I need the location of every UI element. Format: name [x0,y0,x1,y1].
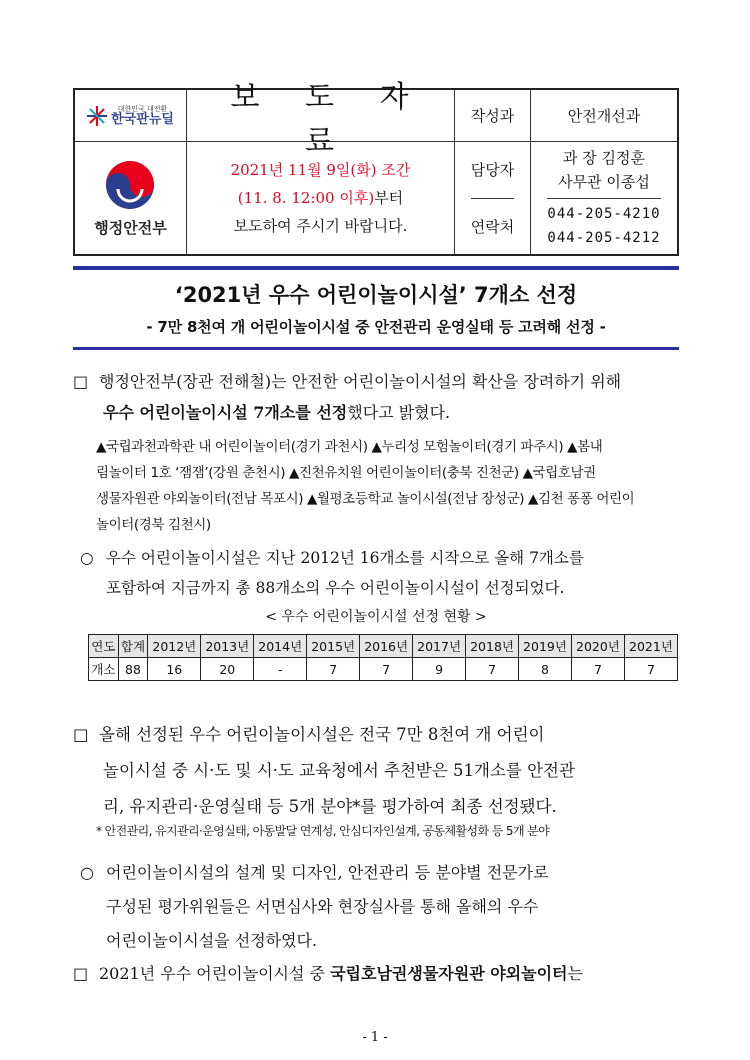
table-header-cell: 2014년 [254,635,307,658]
ministry-logo-cell [75,142,187,254]
circle-bullet: ○ [80,549,94,567]
table-cell: 8 [519,658,572,681]
square-bullet: □ [73,725,89,744]
table-cell: 7 [571,658,624,681]
value-column [531,142,677,254]
phone-numbers [547,202,660,250]
paragraph-3-start: 2021년 우수 어린이놀이시설 중 [99,964,331,983]
dept-label: 작성과 [455,90,531,142]
phone-1: 044-205-4210 [547,206,661,222]
korean-new-deal-logo [87,106,174,126]
paragraph-2-line-2: 놀이시설 중 시·도 및 시·도 교육청에서 추천받은 51개소를 안전관 [103,761,575,780]
table-header-cell: 2012년 [148,635,201,658]
square-bullet: □ [73,964,89,983]
circle-item-2-line-2: 구성된 평가위원들은 서면심사와 현장실사를 통해 올해의 우수 [106,897,539,916]
embargo-time: (11. 8. 12:00 이후) [237,189,375,207]
contact-person-2: 사무관 이종섭 [558,172,650,191]
table-cell: 7 [624,658,677,681]
table-cell: - [254,658,307,681]
table-header-row [89,635,678,658]
table-header-cell: 2021년 [624,635,677,658]
taegeuk-emblem-icon [104,159,156,211]
phone-2: 044-205-4212 [547,230,661,246]
paragraph-3 [73,958,683,990]
table-header-cell: 2016년 [360,635,413,658]
table-header-cell: 2015년 [307,635,360,658]
contact-persons [547,142,660,199]
table-header-cell: 2020년 [571,635,624,658]
brand-name: 한국판뉴딜 [111,111,174,127]
phone-label: 연락처 [470,217,515,236]
table-cell: 7 [466,658,519,681]
facility-list-line: 놀이터(경북 김천시) [96,517,211,533]
circle-item-2-line-3: 어린이놀이시설을 선정하였다. [106,931,318,950]
circle-item-1-line-1: 우수 어린이놀이시설은 지난 2012년 16개소를 시작으로 올해 7개소를 [106,549,584,567]
table-header-cell: 연도 [89,635,119,658]
paragraph-1 [73,366,683,428]
facility-list-line: ▲국립과천과학관 내 어린이놀이터(경기 과천시) ▲누리성 모험놀이터(경기 파주시) ▲봄내 [96,439,603,455]
paragraph-1-line-1: 행정안전부(장관 전해철)는 안전한 어린이놀이시설의 확산을 장려하기 위해 [99,372,622,391]
label-column [455,142,531,254]
new-deal-star-icon [87,106,107,126]
paragraph-2-line-3: 리, 유지관리·운영실태 등 5개 분야*를 평가하여 최종 선정됐다. [103,797,557,816]
table-cell: 16 [148,658,201,681]
circle-item-2 [80,856,690,958]
table-cell: 88 [118,658,148,681]
facility-list [96,434,686,538]
brand-small-text: 대한민국 대전환 [117,104,168,113]
embargo-from: 부터 [374,189,404,207]
contact-label: 담당자 [471,142,514,199]
selection-stats-table [88,634,678,681]
table-caption: < 우수 어린이놀이시설 선정 현황 > [265,609,487,625]
embargo-request: 보도하여 주시기 바랍니다. [233,217,408,235]
embargo-date: 2021년 11월 9일(화) 조간 [230,161,411,179]
facility-list-line: 생물자원관 야외놀이터(전남 목포시) ▲월평초등학교 놀이시설(전남 장성군) ▲김천 퐁퐁 어린이 [96,491,635,507]
paragraph-1-line-2: 했다고 밝혔다. [347,403,451,422]
embargo-time-line [231,184,411,212]
table-header-cell: 합계 [118,635,148,658]
dept-value: 안전개선과 [531,90,677,142]
brand-logo-cell [75,90,187,142]
contact-person-1: 과 장 김정훈 [563,148,645,167]
table-cell: 9 [413,658,466,681]
circle-item-2-line-1: 어린이놀이시설의 설계 및 디자인, 안전관리 등 분야별 전문가로 [106,863,549,882]
paragraph-1-highlight: 우수 어린이놀이시설 7개소를 선정 [103,403,348,422]
circle-bullet: ○ [80,863,94,882]
table-cell: 7 [360,658,413,681]
paragraph-2 [73,717,683,825]
bottom-divider [73,347,679,350]
page-number: - 1 - [362,1030,388,1045]
embargo-cell [187,142,455,254]
table-header-cell: 2017년 [413,635,466,658]
table-row [89,658,678,681]
circle-item-1 [80,543,690,603]
table-cell: 7 [307,658,360,681]
footnote: * 안전관리, 유지관리·운영실태, 아동발달 연계성, 안심디자인설계, 공동체활성화 등 5개 분야 [96,824,550,838]
circle-item-1-line-2: 포함하여 지금까지 총 88개소의 우수 어린이놀이시설이 선정되었다. [106,579,565,597]
table-cell: 20 [201,658,254,681]
headline: ‘2021년 우수 어린이놀이시설’ 7개소 선정 [174,283,578,307]
subheadline: - 7만 8천여 개 어린이놀이시설 중 안전관리 운영실태 등 고려해 선정 - [146,318,606,336]
table-cell: 개소 [89,658,119,681]
facility-list-line: 림놀이터 1호 ‘잼잼’(강원 춘천시) ▲진천유치원 어린이놀이터(충북 진천군) ▲국립호남권 [96,465,596,481]
table-header-cell: 2018년 [466,635,519,658]
document-type-title: 보 도 자 료 [187,90,455,142]
paragraph-2-line-1: 올해 선정된 우수 어린이놀이시설은 전국 7만 8천여 개 어린이 [99,725,545,744]
ministry-name: 행정안전부 [94,218,167,237]
press-header-table [73,79,679,256]
paragraph-3-end: 는 [567,964,583,983]
paragraph-3-highlight: 국립호남권생물자원관 야외놀이터 [330,964,568,983]
top-divider [73,266,679,270]
table-header-cell: 2019년 [519,635,572,658]
table-header-cell: 2013년 [201,635,254,658]
square-bullet: □ [73,372,89,391]
